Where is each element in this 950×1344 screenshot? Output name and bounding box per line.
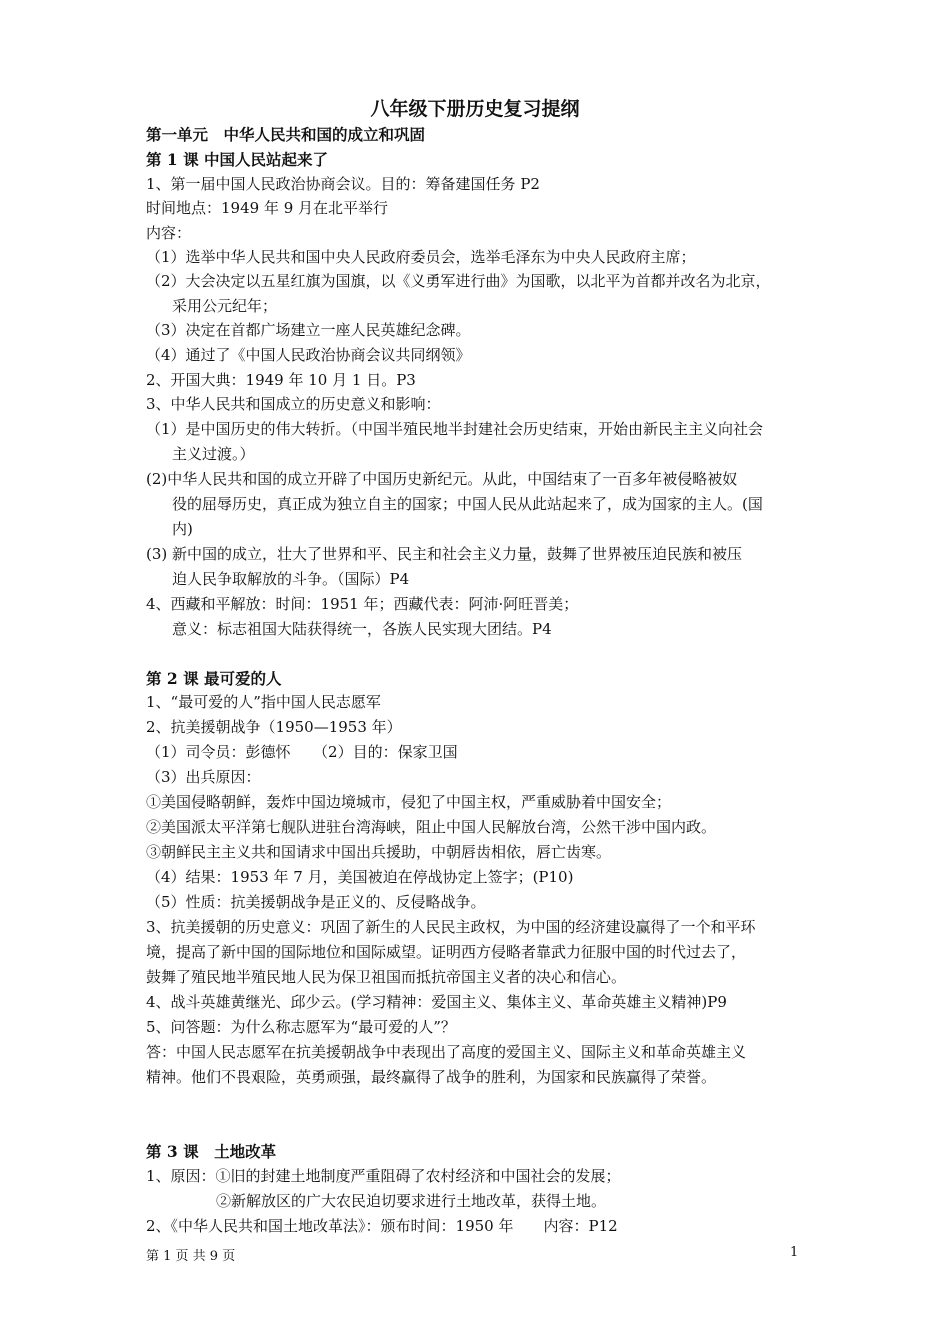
lesson-1-line: 1、第一届中国人民政治协商会议。目的：筹备建国任务 P2 (146, 175, 540, 193)
lesson-1-line: （1）是中国历史的伟大转折。（中国半殖民地半封建社会历史结束，开始由新民主主义向社会 (146, 420, 764, 438)
lesson-1-line: 4、西藏和平解放：时间：1951 年；西藏代表：阿沛·阿旺晋美； (146, 595, 579, 613)
lesson-1-line: (2)中华人民共和国的成立开辟了中国历史新纪元。从此，中国结束了一百多年被侵略被奴 (146, 470, 738, 488)
lesson-2-line: ②美国派太平洋第七舰队进驻台湾海峡，阻止中国人民解放台湾，公然干涉中国内政。 (146, 818, 717, 836)
lesson-2-line: ①美国侵略朝鲜，轰炸中国边境城市，侵犯了中国主权，严重威胁着中国安全； (146, 793, 672, 811)
lesson-1-line: 内) (172, 520, 193, 538)
lesson-1-title: 第 1 课 中国人民站起来了 (146, 150, 328, 169)
lesson-2-line: （5）性质：抗美援朝战争是正义的、反侵略战争。 (146, 893, 486, 911)
lesson-2-title: 第 2 课 最可爱的人 (146, 669, 282, 688)
lesson-3-line: ②新解放区的广大农民迫切要求进行土地改革，获得土地。 (216, 1192, 607, 1210)
lesson-1-line: 内容： (146, 224, 192, 242)
lesson-1-line: 2、开国大典：1949 年 10 月 1 日。P3 (146, 371, 416, 389)
lesson-2-line: 境，提高了新中国的国际地位和国际威望。证明西方侵略者靠武力征服中国的时代过去了， (146, 943, 747, 961)
lesson-2-line: 2、抗美援朝战争（1950—1953 年） (146, 718, 402, 736)
lesson-3-title: 第 3 课 土地改革 (146, 1142, 277, 1161)
lesson-1-line: 3、中华人民共和国成立的历史意义和影响： (146, 395, 441, 413)
lesson-1-line: （2）大会决定以五星红旗为国旗，以《义勇军进行曲》为国歌，以北平为首都并改名为北京， (146, 272, 771, 290)
lesson-2-line: （1）司令员：彭德怀 （2）目的：保家卫国 (146, 743, 458, 761)
lesson-1-line: 主义过渡。） (172, 445, 255, 463)
document-title: 八年级下册历史复习提纲 (370, 98, 580, 120)
unit-heading: 第一单元 中华人民共和国的成立和巩固 (146, 125, 426, 144)
page-footer-count: 第 1 页 共 9 页 (146, 1249, 236, 1264)
lesson-1-line: 迫人民争取解放的斗争。（国际）P4 (172, 570, 410, 588)
lesson-2-line: ③朝鲜民主主义共和国请求中国出兵援助，中朝唇齿相依，唇亡齿寒。 (146, 843, 612, 861)
lesson-2-line: 5、问答题：为什么称志愿军为“最可爱的人”？ (146, 1018, 456, 1036)
lesson-1-line: 时间地点：1949 年 9 月在北平举行 (146, 199, 389, 217)
lesson-3-line: 1、原因：①旧的封建土地制度严重阻碍了农村经济和中国社会的发展； (146, 1167, 621, 1185)
lesson-1-line: 意义：标志祖国大陆获得统一，各族人民实现大团结。P4 (172, 620, 552, 638)
lesson-2-line: 1、“最可爱的人”指中国人民志愿军 (146, 693, 381, 711)
lesson-2-line: （3）出兵原因： (146, 768, 261, 786)
lesson-1-line: （4）通过了《中国人民政治协商会议共同纲领》 (146, 346, 471, 364)
lesson-2-line: 4、战斗英雄黄继光、邱少云。(学习精神：爱国主义、集体主义、革命英雄主义精神)P9 (146, 993, 727, 1011)
lesson-1-line: （3）决定在首都广场建立一座人民英雄纪念碑。 (146, 321, 471, 339)
lesson-1-line: 采用公元纪年； (172, 297, 278, 315)
lesson-2-line: 鼓舞了殖民地半殖民地人民为保卫祖国而抵抗帝国主义者的决心和信心。 (146, 968, 627, 986)
lesson-2-line: 答：中国人民志愿军在抗美援朝战争中表现出了高度的爱国主义、国际主义和革命英雄主义 (146, 1043, 747, 1061)
lesson-1-line: （1）选举中华人民共和国中央人民政府委员会，选举毛泽东为中央人民政府主席； (146, 248, 696, 266)
lesson-3-line: 2、《中华人民共和国土地改革法》：颁布时间：1950 年 内容：P12 (146, 1217, 618, 1235)
lesson-2-line: 精神。他们不畏艰险，英勇顽强，最终赢得了战争的胜利，为国家和民族赢得了荣誉。 (146, 1068, 717, 1086)
lesson-2-line: 3、抗美援朝的历史意义：巩固了新生的人民民主政权，为中国的经济建设赢得了一个和平环 (146, 918, 756, 936)
page-number: 1 (790, 1245, 799, 1260)
lesson-1-line: (3) 新中国的成立，壮大了世界和平、民主和社会主义力量，鼓舞了世界被压迫民族和被压 (146, 545, 743, 563)
lesson-1-line: 役的屈辱历史，真正成为独立自主的国家；中国人民从此站起来了，成为国家的主人。(国 (172, 495, 763, 513)
lesson-2-line: （4）结果：1953 年 7 月，美国被迫在停战协定上签字；(P10) (146, 868, 574, 886)
